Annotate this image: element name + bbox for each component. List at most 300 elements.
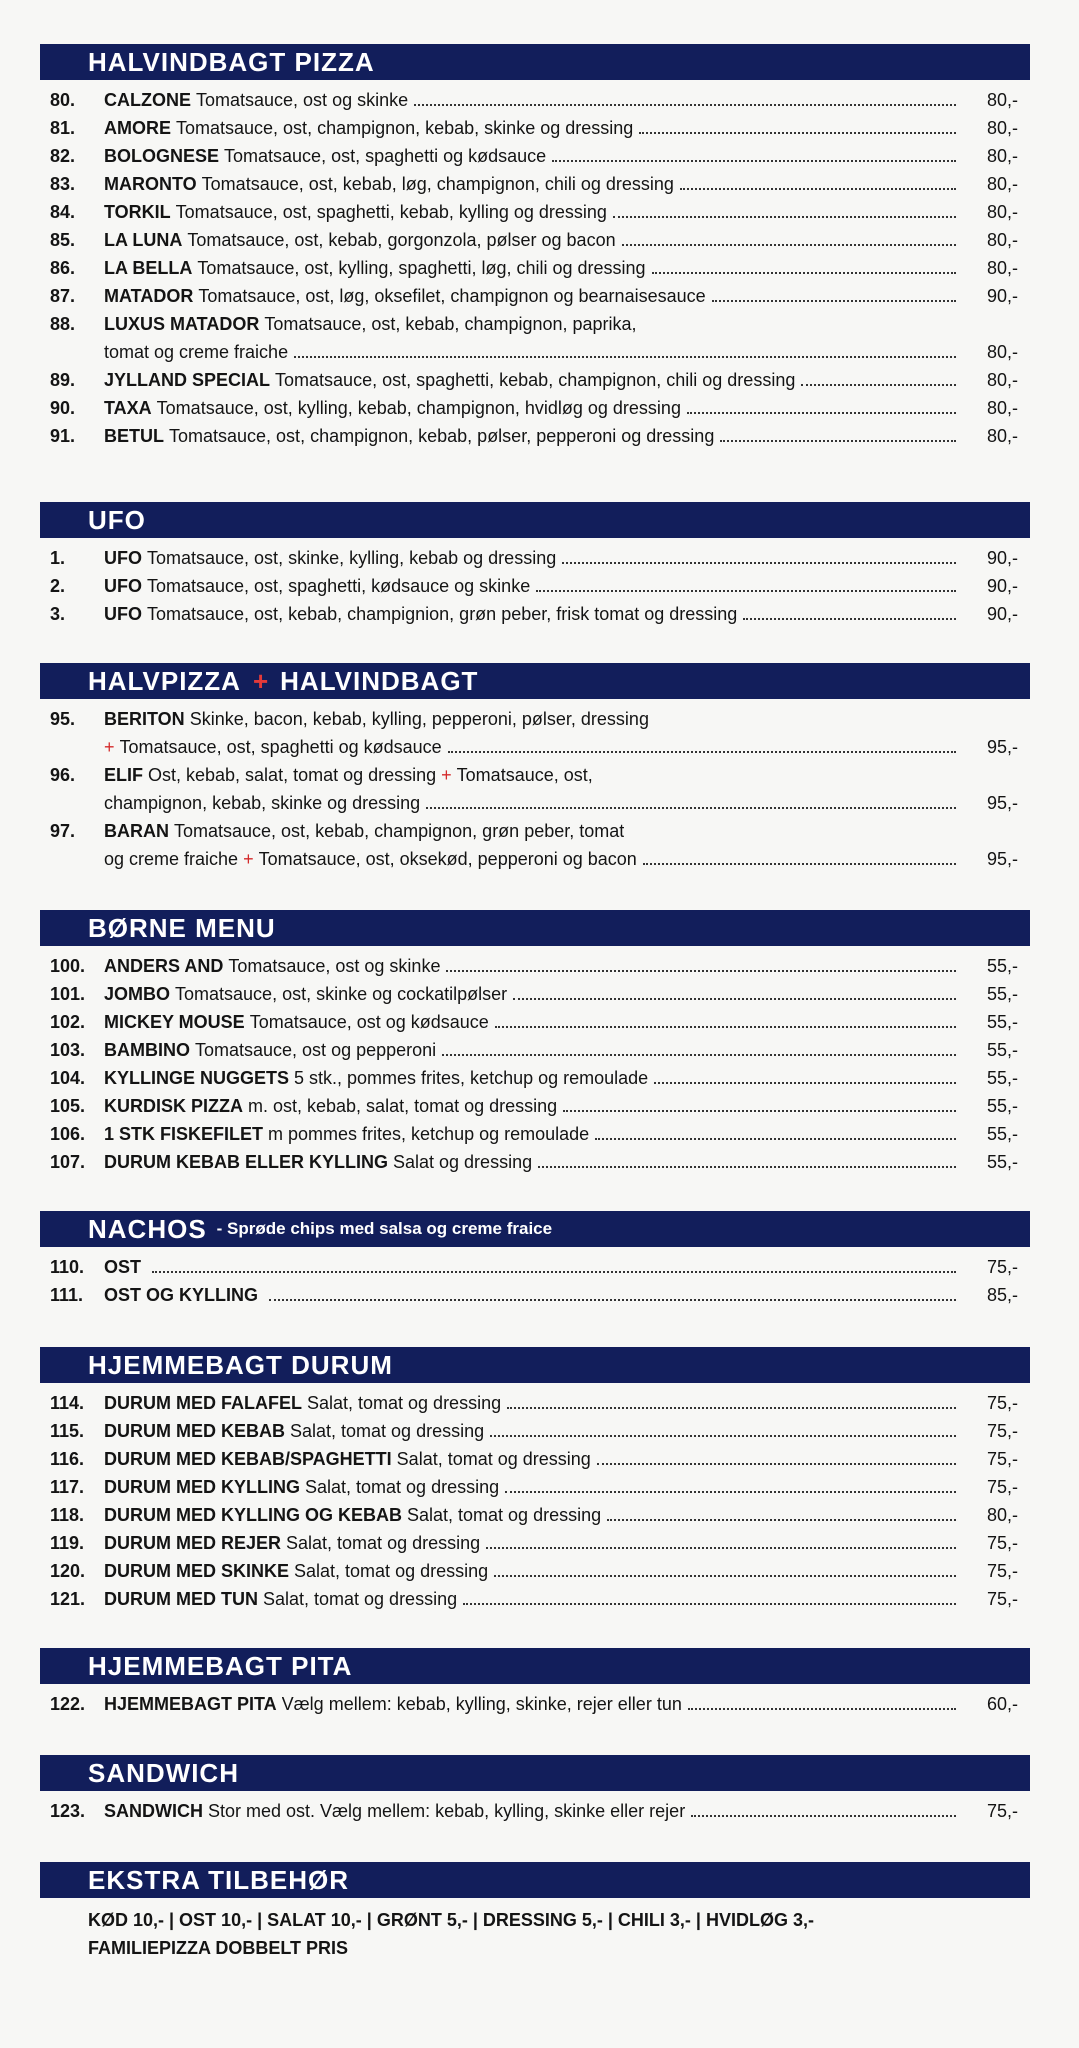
dot-leader xyxy=(495,1008,956,1028)
item-name: UFO xyxy=(104,548,142,568)
extras-prices: KØD 10,- | OST 10,- | SALAT 10,- | GRØNT 5,- | DRESSING 5,- | CHILI 3,- | HVIDLØG 3,- xyxy=(88,1910,814,1930)
item-number: 101. xyxy=(50,984,86,1004)
item-number: 84. xyxy=(50,202,76,222)
item-description: Tomatsauce, ost, kebab, løg, champignon, chili og dressing xyxy=(201,174,674,194)
item-body xyxy=(104,1501,962,1529)
item-description-2: og creme fraiche xyxy=(104,849,239,869)
item-body xyxy=(104,1148,962,1176)
item-price: 60,- xyxy=(986,1694,1018,1714)
menu-item xyxy=(40,394,1030,422)
item-line xyxy=(104,142,962,170)
dot-leader xyxy=(446,952,956,972)
item-name: OST OG KYLLING xyxy=(104,1285,259,1305)
menu-item xyxy=(40,86,1030,114)
item-description: Tomatsauce, ost, champignon, kebab, pølser, pepperoni og dressing xyxy=(169,426,715,446)
section-header xyxy=(40,663,1030,699)
item-price: 80,- xyxy=(986,118,1018,138)
item-number: 89. xyxy=(50,370,76,390)
item-list xyxy=(40,952,1030,1176)
menu-item xyxy=(40,142,1030,170)
item-number: 90. xyxy=(50,398,76,418)
section-title: HALVINDBAGT PIZZA xyxy=(88,46,375,77)
item-description: Tomatsauce, ost og kødsauce xyxy=(249,1012,489,1032)
item-price: 75,- xyxy=(986,1257,1018,1277)
item-description: Salat, tomat og dressing xyxy=(262,1589,458,1609)
item-number: 122. xyxy=(50,1694,86,1714)
item-body xyxy=(104,1253,962,1281)
item-line xyxy=(104,1092,962,1120)
item-price: 80,- xyxy=(986,90,1018,110)
section-title: BØRNE MENU xyxy=(88,912,276,943)
item-body xyxy=(104,761,962,817)
section-title: NACHOS xyxy=(88,1213,207,1244)
section-header xyxy=(40,1211,1030,1247)
item-number: 111. xyxy=(50,1285,84,1305)
dot-leader xyxy=(486,1529,956,1549)
item-body xyxy=(104,86,962,114)
item-description: Skinke, bacon, kebab, kylling, pepperoni, pølser, dressing xyxy=(189,709,649,729)
menu-item xyxy=(40,572,1030,600)
item-description: Tomatsauce, ost og skinke xyxy=(228,956,441,976)
item-description: Tomatsauce, ost, spaghetti og kødsauce xyxy=(224,146,547,166)
item-description: Ost, kebab, salat, tomat og dressing xyxy=(148,765,437,785)
item-description: Tomatsauce, ost, kylling, kebab, champignon, hvidløg og dressing xyxy=(156,398,681,418)
item-line xyxy=(104,1148,962,1176)
item-body xyxy=(104,1797,962,1825)
section-pita xyxy=(40,1648,1030,1718)
item-line xyxy=(104,1557,962,1585)
item-description: m. ost, kebab, salat, tomat og dressing xyxy=(248,1096,558,1116)
menu-item xyxy=(40,422,1030,450)
item-body xyxy=(104,600,962,628)
item-line xyxy=(104,1120,962,1148)
item-name: MATADOR xyxy=(104,286,194,306)
dot-leader xyxy=(448,733,956,753)
item-line xyxy=(104,282,962,310)
item-name: DURUM KEBAB ELLER KYLLING xyxy=(104,1152,388,1172)
dot-leader xyxy=(538,1148,956,1168)
item-number: 1. xyxy=(50,548,66,568)
menu-item xyxy=(40,600,1030,628)
item-description: Tomatsauce, ost, kebab, champignon, paprika, xyxy=(264,314,637,334)
menu-item xyxy=(40,1557,1030,1585)
item-body xyxy=(104,1281,962,1309)
item-number: 104. xyxy=(50,1068,86,1088)
item-number: 121. xyxy=(50,1589,86,1609)
item-number: 96. xyxy=(50,765,76,785)
item-line-2 xyxy=(104,789,962,817)
item-list xyxy=(40,1690,1030,1718)
dot-leader xyxy=(490,1417,956,1437)
item-line-2 xyxy=(104,733,962,761)
menu-item xyxy=(40,761,1030,817)
dot-leader xyxy=(294,338,956,358)
item-name: TAXA xyxy=(104,398,152,418)
item-price: 55,- xyxy=(986,1012,1018,1032)
item-description: Tomatsauce, ost, skinke og cockatilpølser xyxy=(175,984,508,1004)
extras-text xyxy=(40,1906,1030,1962)
item-description: Salat, tomat og dressing xyxy=(396,1449,591,1469)
item-line xyxy=(104,1797,962,1825)
section-borne xyxy=(40,910,1030,1176)
item-list xyxy=(40,86,1030,450)
item-price: 55,- xyxy=(986,1068,1018,1088)
section-halvindbagt xyxy=(40,44,1030,450)
item-price: 95,- xyxy=(986,849,1018,869)
item-line-2 xyxy=(104,845,962,873)
item-body xyxy=(104,1690,962,1718)
item-name: LA BELLA xyxy=(104,258,193,278)
menu-item xyxy=(40,1389,1030,1417)
item-price: 75,- xyxy=(986,1477,1018,1497)
item-price: 95,- xyxy=(986,737,1018,757)
item-name: HJEMMEBAGT PITA xyxy=(104,1694,277,1714)
item-description: Tomatsauce, ost og pepperoni xyxy=(195,1040,437,1060)
item-body xyxy=(104,952,962,980)
item-price: 75,- xyxy=(986,1589,1018,1609)
item-description: Salat, tomat og dressing xyxy=(305,1477,500,1497)
item-number: 116. xyxy=(50,1449,85,1469)
item-description: Tomatsauce, ost, løg, oksefilet, champignon og bearnaisesauce xyxy=(198,286,706,306)
item-name: DURUM MED REJER xyxy=(104,1533,282,1553)
menu-item xyxy=(40,544,1030,572)
item-number: 2. xyxy=(50,576,66,596)
menu-item xyxy=(40,1473,1030,1501)
item-name: DURUM MED KEBAB/SPAGHETTI xyxy=(104,1449,392,1469)
item-number: 118. xyxy=(50,1505,85,1525)
section-title: SANDWICH xyxy=(88,1757,239,1788)
item-name: DURUM MED FALAFEL xyxy=(104,1393,302,1413)
item-body xyxy=(104,1008,962,1036)
dot-leader xyxy=(597,1445,956,1465)
item-description: Salat, tomat og dressing xyxy=(407,1505,602,1525)
dot-leader xyxy=(643,845,956,865)
item-price: 75,- xyxy=(986,1801,1018,1821)
section-title: UFO xyxy=(88,504,146,535)
item-number: 102. xyxy=(50,1012,86,1032)
item-price: 85,- xyxy=(986,1285,1018,1305)
item-line-2 xyxy=(104,338,962,366)
section-title: HJEMMEBAGT DURUM xyxy=(88,1349,393,1380)
item-body xyxy=(104,980,962,1008)
item-number: 110. xyxy=(50,1257,85,1277)
item-price: 80,- xyxy=(986,370,1018,390)
item-line xyxy=(104,600,962,628)
item-line xyxy=(104,544,962,572)
item-body xyxy=(104,1120,962,1148)
dot-leader xyxy=(426,789,956,809)
item-body xyxy=(104,198,962,226)
item-description-2: champignon, kebab, skinke og dressing xyxy=(104,793,421,813)
item-name: SANDWICH xyxy=(104,1801,203,1821)
dot-leader xyxy=(536,572,956,592)
item-name: UFO xyxy=(104,604,142,624)
dot-leader xyxy=(463,1585,956,1605)
item-line xyxy=(104,1529,962,1557)
item-body xyxy=(104,1064,962,1092)
item-name: MARONTO xyxy=(104,174,197,194)
item-description-2: tomat og creme fraiche xyxy=(104,342,289,362)
item-body xyxy=(104,705,962,761)
item-price: 75,- xyxy=(986,1533,1018,1553)
item-line xyxy=(104,952,962,980)
menu-item xyxy=(40,366,1030,394)
section-title-2: HALVINDBAGT xyxy=(280,665,479,696)
item-description: Tomatsauce, ost, skinke, kylling, kebab og dressing xyxy=(147,548,557,568)
item-description: Salat, tomat og dressing xyxy=(286,1533,481,1553)
item-name: KYLLINGE NUGGETS xyxy=(104,1068,290,1088)
dot-leader xyxy=(680,170,956,190)
section-header xyxy=(40,1648,1030,1684)
section-header xyxy=(40,1755,1030,1791)
item-line xyxy=(104,817,962,845)
item-name: BETUL xyxy=(104,426,164,446)
menu-item xyxy=(40,170,1030,198)
menu-item xyxy=(40,1120,1030,1148)
item-price: 80,- xyxy=(986,174,1018,194)
item-list xyxy=(40,1389,1030,1613)
item-name: BOLOGNESE xyxy=(104,146,220,166)
menu-item xyxy=(40,1445,1030,1473)
item-name: LUXUS MATADOR xyxy=(104,314,260,334)
item-line xyxy=(104,114,962,142)
item-number: 106. xyxy=(50,1124,86,1144)
item-number: 123. xyxy=(50,1801,86,1821)
dot-leader xyxy=(494,1557,956,1577)
item-body xyxy=(104,422,962,450)
item-body xyxy=(104,1036,962,1064)
item-name: DURUM MED TUN xyxy=(104,1589,258,1609)
section-ekstra xyxy=(40,1862,1030,1962)
item-number: 120. xyxy=(50,1561,86,1581)
dot-leader xyxy=(563,1092,956,1112)
menu-item xyxy=(40,282,1030,310)
item-number: 115. xyxy=(50,1421,85,1441)
item-price: 55,- xyxy=(986,1096,1018,1116)
item-name: ELIF xyxy=(104,765,143,785)
dot-leader xyxy=(801,366,956,386)
item-number: 114. xyxy=(50,1393,85,1413)
item-body xyxy=(104,1585,962,1613)
item-name: DURUM MED KEBAB xyxy=(104,1421,285,1441)
item-price: 90,- xyxy=(986,576,1018,596)
dot-leader xyxy=(652,254,956,274)
item-number: 119. xyxy=(50,1533,85,1553)
item-number: 95. xyxy=(50,709,76,729)
item-line xyxy=(104,1690,962,1718)
dot-leader xyxy=(269,1281,956,1301)
item-price: 95,- xyxy=(986,793,1018,813)
item-body xyxy=(104,1417,962,1445)
item-line xyxy=(104,170,962,198)
item-number: 87. xyxy=(50,286,76,306)
dot-leader xyxy=(613,198,956,218)
item-body xyxy=(104,254,962,282)
section-header xyxy=(40,502,1030,538)
item-body xyxy=(104,817,962,873)
item-body xyxy=(104,226,962,254)
plus-sign: + xyxy=(104,737,115,757)
section-sandwich xyxy=(40,1755,1030,1825)
menu-item xyxy=(40,198,1030,226)
item-price: 75,- xyxy=(986,1421,1018,1441)
item-body xyxy=(104,366,962,394)
dot-leader xyxy=(152,1253,956,1273)
dot-leader xyxy=(720,422,956,442)
item-description: Tomatsauce, ost, kebab, champignon, grøn peber, tomat xyxy=(174,821,625,841)
menu-item xyxy=(40,1281,1030,1309)
menu-item xyxy=(40,1148,1030,1176)
item-price: 55,- xyxy=(986,1152,1018,1172)
item-name: KURDISK PIZZA xyxy=(104,1096,243,1116)
item-description-2: Tomatsauce, ost, spaghetti og kødsauce xyxy=(119,737,442,757)
dot-leader xyxy=(513,980,956,1000)
item-name: 1 STK FISKEFILET xyxy=(104,1124,264,1144)
item-price: 80,- xyxy=(986,230,1018,250)
dot-leader xyxy=(414,86,956,106)
item-name: LA LUNA xyxy=(104,230,183,250)
item-name: TORKIL xyxy=(104,202,171,222)
item-line xyxy=(104,1473,962,1501)
item-line xyxy=(104,705,962,733)
item-description: Tomatsauce, ost, spaghetti, kebab, champignon, chili og dressing xyxy=(275,370,796,390)
item-line xyxy=(104,1501,962,1529)
item-line xyxy=(104,1445,962,1473)
item-name: DURUM MED KYLLING xyxy=(104,1477,300,1497)
item-name: CALZONE xyxy=(104,90,191,110)
item-body xyxy=(104,1389,962,1417)
section-title: EKSTRA TILBEHØR xyxy=(88,1864,350,1895)
item-list xyxy=(40,1797,1030,1825)
extras-line-1 xyxy=(88,1906,1030,1934)
menu-item xyxy=(40,980,1030,1008)
item-description: Tomatsauce, ost, spaghetti, kebab, kylling og dressing xyxy=(175,202,607,222)
item-body xyxy=(104,1092,962,1120)
item-line xyxy=(104,394,962,422)
item-number: 97. xyxy=(50,821,76,841)
item-number: 100. xyxy=(50,956,86,976)
dot-leader xyxy=(552,142,956,162)
extras-line-2 xyxy=(88,1934,1030,1962)
item-price: 80,- xyxy=(986,398,1018,418)
menu-item xyxy=(40,1253,1030,1281)
item-name: JOMBO xyxy=(104,984,171,1004)
item-line xyxy=(104,86,962,114)
item-description: Tomatsauce, ost, champignon, kebab, skinke og dressing xyxy=(176,118,634,138)
item-list xyxy=(40,705,1030,873)
item-description: Stor med ost. Vælg mellem: kebab, kylling, skinke eller rejer xyxy=(208,1801,686,1821)
menu-item xyxy=(40,1008,1030,1036)
item-name: MICKEY MOUSE xyxy=(104,1012,245,1032)
dot-leader xyxy=(691,1797,956,1817)
item-line xyxy=(104,1253,962,1281)
item-line xyxy=(104,1281,962,1309)
menu-item xyxy=(40,817,1030,873)
item-number: 81. xyxy=(50,118,76,138)
item-price: 80,- xyxy=(986,342,1018,362)
item-body xyxy=(104,1529,962,1557)
dot-leader xyxy=(743,600,956,620)
item-number: 82. xyxy=(50,146,76,166)
item-line xyxy=(104,422,962,450)
menu-item xyxy=(40,1690,1030,1718)
item-line xyxy=(104,310,962,338)
item-description: Tomatsauce, ost og skinke xyxy=(196,90,409,110)
item-name: OST xyxy=(104,1257,142,1277)
dot-leader xyxy=(607,1501,956,1521)
dot-leader xyxy=(688,1690,956,1710)
item-name: ANDERS AND xyxy=(104,956,224,976)
item-name: AMORE xyxy=(104,118,171,138)
item-name: BARAN xyxy=(104,821,169,841)
item-number: 107. xyxy=(50,1152,86,1172)
item-number: 91. xyxy=(50,426,76,446)
item-description: Salat, tomat og dressing xyxy=(306,1393,502,1413)
item-price: 80,- xyxy=(986,202,1018,222)
item-number: 80. xyxy=(50,90,76,110)
item-description: Vælg mellem: kebab, kylling, skinke, rejer eller tun xyxy=(281,1694,682,1714)
item-line xyxy=(104,226,962,254)
item-line xyxy=(104,1389,962,1417)
item-description: Salat, tomat og dressing xyxy=(290,1421,485,1441)
dot-leader xyxy=(654,1064,956,1084)
item-price: 55,- xyxy=(986,956,1018,976)
item-price: 80,- xyxy=(986,258,1018,278)
menu-item xyxy=(40,952,1030,980)
item-number: 88. xyxy=(50,314,76,334)
item-body xyxy=(104,394,962,422)
item-body xyxy=(104,1473,962,1501)
section-ufo xyxy=(40,502,1030,628)
item-name: BAMBINO xyxy=(104,1040,190,1060)
item-description-b: Tomatsauce, ost, xyxy=(456,765,593,785)
item-body xyxy=(104,114,962,142)
menu-item xyxy=(40,1501,1030,1529)
plus-sign: + xyxy=(441,765,452,785)
item-line xyxy=(104,366,962,394)
item-name: BERITON xyxy=(104,709,185,729)
dot-leader xyxy=(562,544,956,564)
item-body xyxy=(104,572,962,600)
dot-leader xyxy=(639,114,956,134)
item-price: 80,- xyxy=(986,146,1018,166)
item-line xyxy=(104,761,962,789)
item-price: 55,- xyxy=(986,984,1018,1004)
item-price: 75,- xyxy=(986,1393,1018,1413)
item-price: 90,- xyxy=(986,548,1018,568)
section-subtitle: - Sprøde chips med salsa og creme fraice xyxy=(216,1219,553,1238)
menu-item xyxy=(40,705,1030,761)
menu-item xyxy=(40,1417,1030,1445)
item-body xyxy=(104,544,962,572)
item-list xyxy=(40,1253,1030,1309)
item-description-2b: Tomatsauce, ost, oksekød, pepperoni og bacon xyxy=(258,849,637,869)
section-title: HALVPIZZA xyxy=(88,665,241,696)
item-number: 86. xyxy=(50,258,76,278)
item-price: 90,- xyxy=(986,286,1018,306)
item-number: 105. xyxy=(50,1096,86,1116)
section-header xyxy=(40,1862,1030,1898)
section-header xyxy=(40,1347,1030,1383)
item-description: Tomatsauce, ost, spaghetti, kødsauce og skinke xyxy=(147,576,531,596)
item-body xyxy=(104,170,962,198)
item-name: JYLLAND SPECIAL xyxy=(104,370,271,390)
item-description: Tomatsauce, ost, kebab, champignion, grøn peber, frisk tomat og dressing xyxy=(147,604,738,624)
item-line xyxy=(104,1008,962,1036)
item-list xyxy=(40,544,1030,628)
item-line xyxy=(104,1417,962,1445)
item-body xyxy=(104,310,962,366)
